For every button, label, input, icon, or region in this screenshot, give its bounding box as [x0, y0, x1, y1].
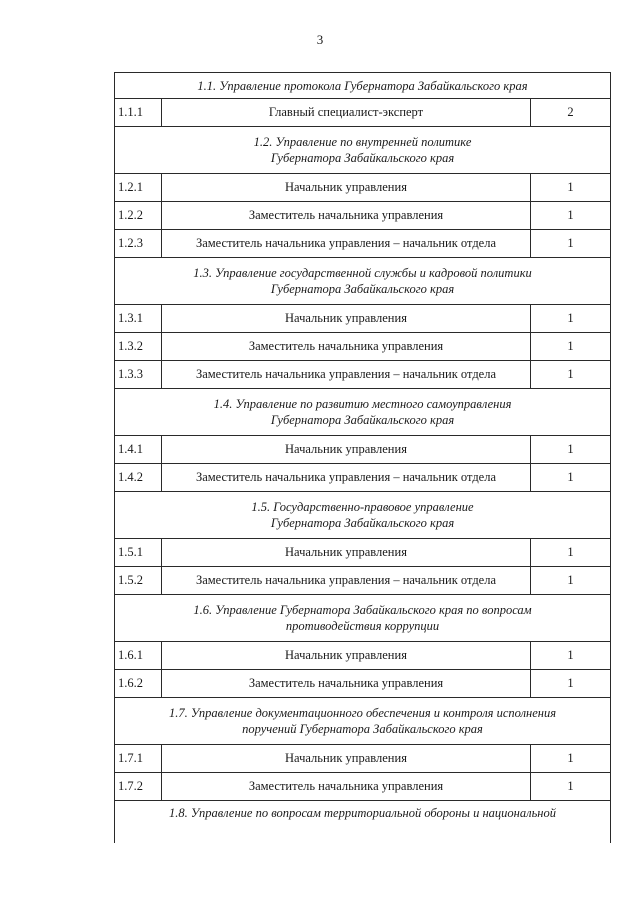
section-title-line: 1.7. Управление документационного обеспечения и контроля исполнения [168, 706, 557, 720]
position-count: 1 [530, 773, 610, 801]
position-number: 1.2.1 [115, 174, 162, 202]
table-row [115, 745, 611, 773]
position-count: 1 [530, 436, 610, 464]
position-number: 1.6.2 [115, 670, 162, 698]
section-title [115, 127, 611, 174]
section-title [115, 492, 611, 539]
position-number: 1.4.1 [115, 436, 162, 464]
table-row [115, 333, 611, 361]
position-number: 1.6.1 [115, 642, 162, 670]
section-header-1-4 [115, 389, 611, 436]
position-title: Начальник управления [162, 436, 531, 464]
table-row [115, 539, 611, 567]
position-title: Начальник управления [162, 642, 531, 670]
position-number: 1.3.1 [115, 305, 162, 333]
section-header-1-6 [115, 595, 611, 642]
staff-table [114, 72, 611, 843]
table-row [115, 230, 611, 258]
section-title [115, 258, 611, 305]
table-row [115, 773, 611, 801]
position-title: Заместитель начальника управления [162, 333, 531, 361]
position-number: 1.5.1 [115, 539, 162, 567]
section-title-line: 1.3. Управление государственной службы и кадровой политики [193, 266, 532, 280]
position-number: 1.5.2 [115, 567, 162, 595]
position-number: 1.1.1 [115, 99, 162, 127]
position-title: Заместитель начальника управления – начальник отдела [162, 567, 531, 595]
position-number: 1.3.2 [115, 333, 162, 361]
section-title [115, 73, 611, 99]
position-title: Заместитель начальника управления [162, 670, 531, 698]
position-count: 1 [530, 333, 610, 361]
table-row [115, 361, 611, 389]
position-number: 1.2.3 [115, 230, 162, 258]
position-title: Заместитель начальника управления – начальник отдела [162, 230, 531, 258]
position-count: 1 [530, 567, 610, 595]
section-title-line: Губернатора Забайкальского края [270, 151, 455, 165]
section-header-1-3 [115, 258, 611, 305]
position-number: 1.2.2 [115, 202, 162, 230]
table-row [115, 99, 611, 127]
position-title: Заместитель начальника управления [162, 773, 531, 801]
position-title: Заместитель начальника управления – начальник отдела [162, 464, 531, 492]
position-count: 2 [530, 99, 610, 127]
position-title: Начальник управления [162, 305, 531, 333]
section-title [115, 698, 611, 745]
section-title-line: 1.2. Управление по внутренней политике [253, 135, 472, 149]
position-number: 1.4.2 [115, 464, 162, 492]
position-count: 1 [530, 230, 610, 258]
position-count: 1 [530, 670, 610, 698]
position-number: 1.7.1 [115, 745, 162, 773]
section-title-line: 1.6. Управление Губернатора Забайкальского края по вопросам [193, 603, 532, 617]
section-title-line: Губернатора Забайкальского края [270, 516, 455, 530]
table-row [115, 305, 611, 333]
position-count: 1 [530, 174, 610, 202]
section-header-1-2 [115, 127, 611, 174]
section-header-1-7 [115, 698, 611, 745]
table-row [115, 174, 611, 202]
position-title: Начальник управления [162, 174, 531, 202]
section-title [115, 801, 611, 844]
position-title: Заместитель начальника управления [162, 202, 531, 230]
section-title-line: Губернатора Забайкальского края [270, 282, 455, 296]
section-title-line: 1.5. Государственно-правовое управление [251, 500, 474, 514]
section-title-line: Губернатора Забайкальского края [270, 413, 455, 427]
position-count: 1 [530, 539, 610, 567]
section-title-line: поручений Губернатора Забайкальского края [242, 722, 483, 736]
position-title: Главный специалист-эксперт [162, 99, 531, 127]
table-row [115, 202, 611, 230]
position-count: 1 [530, 305, 610, 333]
table-row [115, 567, 611, 595]
page-number: 3 [316, 32, 324, 47]
section-title [115, 595, 611, 642]
table-row [115, 436, 611, 464]
position-count: 1 [530, 464, 610, 492]
table-row [115, 642, 611, 670]
section-title-line: 1.8. Управление по вопросам территориальной обороны и национальной [169, 806, 556, 820]
section-title-line: 1.1. Управление протокола Губернатора Забайкальского края [197, 78, 528, 93]
section-title-line: 1.4. Управление по развитию местного самоуправления [213, 397, 512, 411]
position-count: 1 [530, 361, 610, 389]
position-count: 1 [530, 642, 610, 670]
section-title-line: противодействия коррупции [285, 619, 440, 633]
table-row [115, 464, 611, 492]
position-count: 1 [530, 202, 610, 230]
section-header-1-5 [115, 492, 611, 539]
position-title: Начальник управления [162, 539, 531, 567]
section-title [115, 389, 611, 436]
position-title: Заместитель начальника управления – начальник отдела [162, 361, 531, 389]
section-header-1-8 [115, 801, 611, 844]
table-row [115, 670, 611, 698]
position-title: Начальник управления [162, 745, 531, 773]
position-number: 1.7.2 [115, 773, 162, 801]
position-number: 1.3.3 [115, 361, 162, 389]
position-count: 1 [530, 745, 610, 773]
section-header-1-1 [115, 73, 611, 99]
